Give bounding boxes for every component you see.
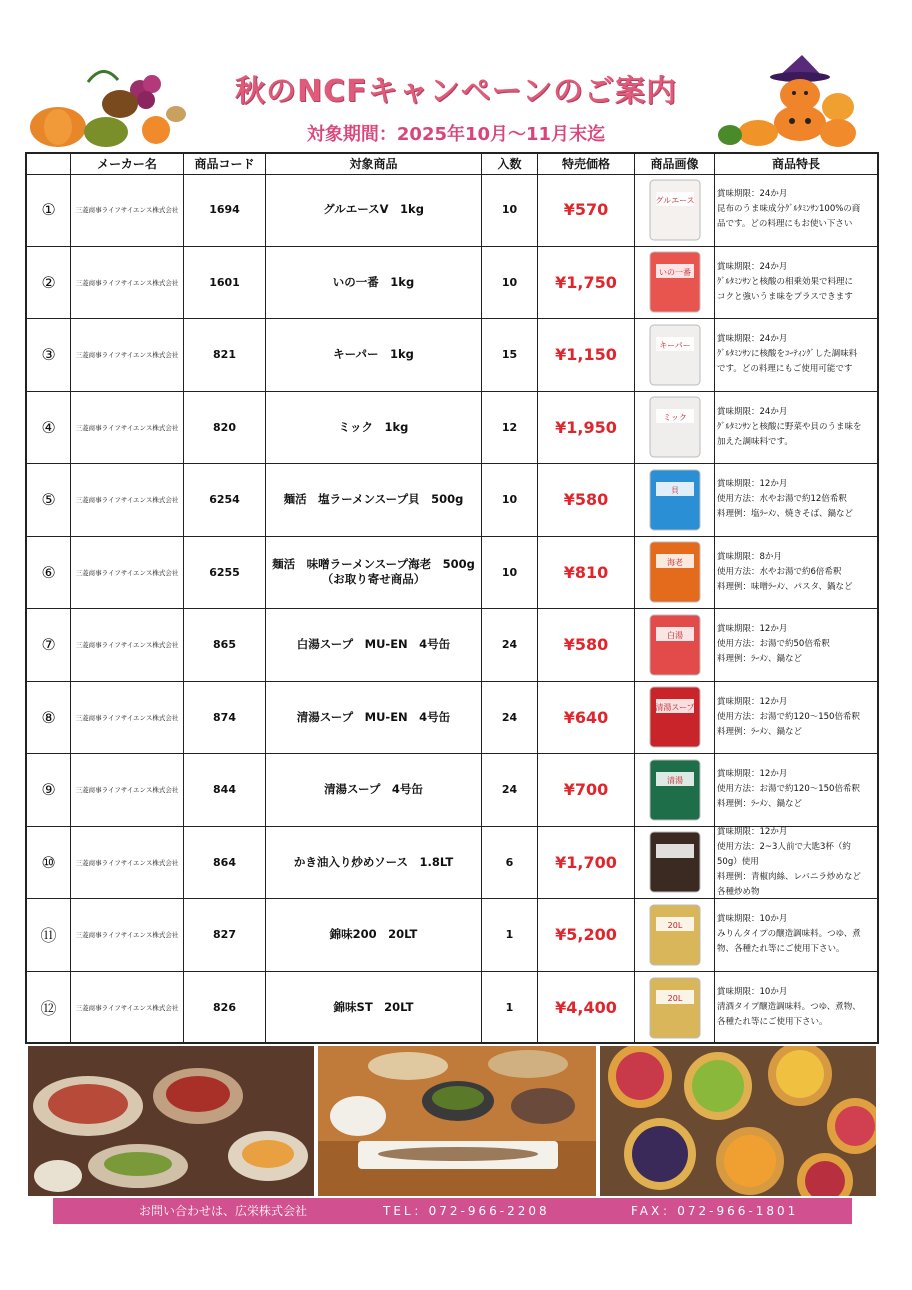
product-code: 1694 <box>184 174 266 246</box>
pack-quantity: 10 <box>482 247 538 319</box>
table-row <box>27 827 877 900</box>
maker-name: 三菱商事ライフサイエンス株式会社 <box>71 392 184 464</box>
header-number <box>27 154 71 174</box>
sale-price: ¥1,150 <box>538 319 635 391</box>
product-name-cell <box>266 392 482 464</box>
sale-price: ¥580 <box>538 609 635 681</box>
table-row <box>27 972 877 1045</box>
product-note: （お取り寄せ商品） <box>321 572 426 587</box>
row-number: ⑤ <box>27 464 71 536</box>
sale-price: ¥1,950 <box>538 392 635 464</box>
sale-price: ¥1,750 <box>538 247 635 319</box>
product-features <box>715 174 877 246</box>
table-row <box>27 174 877 247</box>
product-code: 844 <box>184 754 266 826</box>
maker-name: 三菱商事ライフサイエンス株式会社 <box>71 682 184 754</box>
product-name-cell <box>266 174 482 246</box>
maker-name: 三菱商事ライフサイエンス株式会社 <box>71 247 184 319</box>
product-name: キーパー 1kg <box>333 347 414 362</box>
maker-name: 三菱商事ライフサイエンス株式会社 <box>71 899 184 971</box>
product-image-cell <box>635 754 715 826</box>
sale-price: ¥810 <box>538 537 635 609</box>
pack-quantity: 24 <box>482 754 538 826</box>
product-package-image <box>644 250 706 314</box>
pack-quantity: 6 <box>482 827 538 899</box>
table-row <box>27 247 877 320</box>
pack-quantity: 10 <box>482 537 538 609</box>
product-image-cell <box>635 827 715 899</box>
table-row <box>27 609 877 682</box>
product-name: 錦味ST 20LT <box>333 1000 414 1015</box>
product-name: 錦味200 20LT <box>329 927 418 942</box>
product-name-cell <box>266 464 482 536</box>
row-number: ⑩ <box>27 827 71 899</box>
maker-name: 三菱商事ライフサイエンス株式会社 <box>71 609 184 681</box>
product-features <box>715 899 877 971</box>
product-features <box>715 827 877 899</box>
product-features <box>715 609 877 681</box>
sale-price: ¥4,400 <box>538 972 635 1045</box>
product-name-cell <box>266 537 482 609</box>
product-image-cell <box>635 319 715 391</box>
pack-quantity: 1 <box>482 899 538 971</box>
table-row <box>27 754 877 827</box>
maker-name: 三菱商事ライフサイエンス株式会社 <box>71 464 184 536</box>
product-package-image <box>644 903 706 967</box>
product-name: かき油入り炒めソース 1.8LT <box>293 854 454 869</box>
sale-price: ¥5,200 <box>538 899 635 971</box>
feature-line: ｸﾞﾙﾀﾐﾝｻﾝに核酸をｺｰﾃｨﾝｸﾞした調味料 <box>717 349 858 360</box>
table-row <box>27 464 877 537</box>
product-package-image <box>644 613 706 677</box>
tel-number: TEL：072-966-2208 <box>383 1204 550 1218</box>
sale-price: ¥640 <box>538 682 635 754</box>
feature-line: 料理例：塩ﾗｰﾒﾝ、焼きそば、鍋など <box>717 509 854 520</box>
product-features <box>715 682 877 754</box>
feature-line: 清酒タイプ醸造調味料。つゆ、煮物、 <box>717 1002 861 1013</box>
feature-line: 賞味期限：12か月 <box>717 826 788 837</box>
package-label: グルエース <box>654 195 695 205</box>
product-image-cell <box>635 609 715 681</box>
product-package-image <box>644 685 706 749</box>
header-price: 特売価格 <box>538 154 635 174</box>
feature-line: 賞味期限：12か月 <box>717 479 788 490</box>
feature-line: 賞味期限：12か月 <box>717 624 788 635</box>
product-name: グルエースV 1kg <box>323 202 424 217</box>
maker-name: 三菱商事ライフサイエンス株式会社 <box>71 827 184 899</box>
halloween-pumpkins-illustration <box>718 55 878 150</box>
package-label: 20L <box>667 993 682 1003</box>
product-image-cell <box>635 972 715 1045</box>
product-features <box>715 754 877 826</box>
product-table <box>25 152 879 1044</box>
product-package-image <box>644 540 706 604</box>
maker-name: 三菱商事ライフサイエンス株式会社 <box>71 754 184 826</box>
feature-line: 使用方法：お湯で約120～150倍希釈 <box>717 711 860 722</box>
product-image-cell <box>635 247 715 319</box>
package-label: 清湯 <box>666 775 683 785</box>
feature-line: 賞味期限：24か月 <box>717 189 788 200</box>
maker-name: 三菱商事ライフサイエンス株式会社 <box>71 972 184 1045</box>
header-qty: 入数 <box>482 154 538 174</box>
feature-line: 料理例：青椒肉絲、レバニラ炒めなど <box>717 871 861 882</box>
feature-line: 使用方法：水やお湯で約12倍希釈 <box>717 494 847 505</box>
product-features <box>715 464 877 536</box>
feature-line: 料理例：ﾗｰﾒﾝ、鍋など <box>717 654 803 665</box>
feature-line: 50g）使用 <box>717 856 759 867</box>
product-features <box>715 319 877 391</box>
table-row <box>27 392 877 465</box>
package-label: 海老 <box>666 558 683 568</box>
feature-line: 各種炒め物 <box>717 886 760 897</box>
row-number: ④ <box>27 392 71 464</box>
row-number: ② <box>27 247 71 319</box>
product-code: 865 <box>184 609 266 681</box>
table-header <box>27 154 877 175</box>
table-row <box>27 899 877 972</box>
product-name-cell <box>266 972 482 1045</box>
feature-line: 加えた調味料です。 <box>717 436 793 447</box>
product-name-cell <box>266 609 482 681</box>
maker-name: 三菱商事ライフサイエンス株式会社 <box>71 319 184 391</box>
product-code: 826 <box>184 972 266 1045</box>
product-name: 白湯スープ MU-EN 4号缶 <box>296 637 451 652</box>
product-image-cell <box>635 174 715 246</box>
row-number: ⑥ <box>27 537 71 609</box>
package-label: いの一番 <box>658 268 691 278</box>
product-package-image <box>644 395 706 459</box>
product-name: 清湯スープ 4号缶 <box>324 782 423 797</box>
row-number: ① <box>27 174 71 246</box>
product-package-image <box>644 468 706 532</box>
page-title: 秋のNCFキャンペーンのご案内 <box>234 74 678 109</box>
pack-quantity: 24 <box>482 682 538 754</box>
feature-line: 賞味期限：12か月 <box>717 769 788 780</box>
product-name-cell <box>266 682 482 754</box>
japanese-meal-photo <box>318 1046 596 1196</box>
product-image-cell <box>635 392 715 464</box>
product-name: 清湯スープ MU-EN 4号缶 <box>296 709 451 724</box>
feature-line: 使用方法：水やお湯で約6倍希釈 <box>717 566 842 577</box>
package-label: 20L <box>667 920 682 930</box>
pack-quantity: 1 <box>482 972 538 1045</box>
product-code: 6255 <box>184 537 266 609</box>
row-number: ⑪ <box>27 899 71 971</box>
feature-line: 賞味期限：24か月 <box>717 261 788 272</box>
pack-quantity: 24 <box>482 609 538 681</box>
product-package-image <box>644 758 706 822</box>
contact-footer <box>53 1198 852 1224</box>
feature-line: 賞味期限：10か月 <box>717 987 788 998</box>
pack-quantity: 10 <box>482 174 538 246</box>
header-features: 商品特長 <box>771 157 820 171</box>
product-package-image <box>644 830 706 894</box>
product-image-cell <box>635 682 715 754</box>
product-image-cell <box>635 537 715 609</box>
fax-number: FAX：072-966-1801 <box>631 1204 799 1218</box>
sale-price: ¥1,700 <box>538 827 635 899</box>
package-label: 白湯 <box>666 630 683 640</box>
feature-line: 使用方法：お湯で約50倍希釈 <box>717 639 830 650</box>
product-name: ミック 1kg <box>338 419 409 434</box>
sale-price: ¥570 <box>538 174 635 246</box>
product-name-cell <box>266 247 482 319</box>
inquiry-text: お問い合わせは、広栄株式会社 <box>139 1204 308 1218</box>
product-package-image <box>644 178 706 242</box>
pack-quantity: 12 <box>482 392 538 464</box>
feature-line: みりんタイプの醸造調味料。つゆ、煮 <box>717 929 861 940</box>
product-package-image <box>644 323 706 387</box>
header-image: 商品画像 <box>635 154 715 174</box>
product-features <box>715 247 877 319</box>
table-row <box>27 682 877 755</box>
feature-line: 物、各種たれ等にご使用下さい。 <box>717 944 845 955</box>
sale-price: ¥700 <box>538 754 635 826</box>
product-code: 821 <box>184 319 266 391</box>
feature-line: 使用方法：2~3人前で大匙3杯（約 <box>717 841 851 852</box>
product-name: 麺活 塩ラーメンスープ貝 500g <box>283 492 464 507</box>
feature-line: 賞味期限：10か月 <box>717 914 788 925</box>
product-name: いの一番 1kg <box>332 274 415 289</box>
row-number: ⑧ <box>27 682 71 754</box>
fruit-tarts-photo <box>600 1046 876 1196</box>
pack-quantity: 10 <box>482 464 538 536</box>
feature-line: 賞味期限：24か月 <box>717 406 788 417</box>
buffet-photo <box>28 1046 314 1196</box>
feature-line: コクと強いうま味をプラスできます <box>717 291 853 302</box>
product-code: 6254 <box>184 464 266 536</box>
product-name-cell <box>266 827 482 899</box>
feature-line: ｸﾞﾙﾀﾐﾝｻﾝと核酸に野菜や貝のうま味を <box>717 421 862 432</box>
feature-line: です。どの料理にもご使用可能です <box>717 364 853 375</box>
header-product: 対象商品 <box>266 154 482 174</box>
feature-line: 料理例：ﾗｰﾒﾝ、鍋など <box>717 799 803 810</box>
product-package-image <box>644 976 706 1040</box>
product-code: 827 <box>184 899 266 971</box>
header-maker: メーカー名 <box>71 154 184 174</box>
feature-line: 料理例：ﾗｰﾒﾝ、鍋など <box>717 726 803 737</box>
feature-line: 各種たれ等にご使用下さい。 <box>717 1017 828 1028</box>
product-code: 1601 <box>184 247 266 319</box>
package-label: 清湯スープ <box>654 703 695 713</box>
product-name-cell <box>266 754 482 826</box>
row-number: ⑦ <box>27 609 71 681</box>
feature-line: ｸﾞﾙﾀﾐﾝｻﾝと核酸の相乗効果で料理に <box>717 276 854 287</box>
pack-quantity: 15 <box>482 319 538 391</box>
feature-line: 昆布のうま味成分ｸﾞﾙﾀﾐﾝｻﾝ100%の商 <box>717 204 861 215</box>
product-image-cell <box>635 464 715 536</box>
sale-price: ¥580 <box>538 464 635 536</box>
feature-line: 賞味期限：8か月 <box>717 551 782 562</box>
package-label: 貝 <box>670 485 679 495</box>
feature-line: 使用方法：お湯で約120～150倍希釈 <box>717 784 860 795</box>
package-label: キーパー <box>658 340 691 350</box>
package-label: ミック <box>662 413 687 423</box>
maker-name: 三菱商事ライフサイエンス株式会社 <box>71 174 184 246</box>
table-row <box>27 319 877 392</box>
product-features <box>715 392 877 464</box>
product-name-cell <box>266 319 482 391</box>
product-name-cell <box>266 899 482 971</box>
feature-line: 賞味期限：12か月 <box>717 696 788 707</box>
product-code: 820 <box>184 392 266 464</box>
row-number: ③ <box>27 319 71 391</box>
product-code: 864 <box>184 827 266 899</box>
campaign-period: 対象期間：2025年10月～11月末迄 <box>306 124 606 145</box>
product-image-cell <box>635 899 715 971</box>
product-name: 麺活 味噌ラーメンスープ海老 500g <box>272 557 475 572</box>
product-features <box>715 972 877 1045</box>
feature-line: 料理例：味噌ﾗｰﾒﾝ、パスタ、鍋など <box>717 581 853 592</box>
row-number: ⑫ <box>27 972 71 1045</box>
header-code: 商品コード <box>184 154 266 174</box>
maker-name: 三菱商事ライフサイエンス株式会社 <box>71 537 184 609</box>
product-code: 874 <box>184 682 266 754</box>
row-number: ⑨ <box>27 754 71 826</box>
table-row <box>27 537 877 610</box>
feature-line: 品です。どの料理にもお使い下さい <box>717 219 853 230</box>
feature-line: 賞味期限：24か月 <box>717 334 788 345</box>
product-features <box>715 537 877 609</box>
